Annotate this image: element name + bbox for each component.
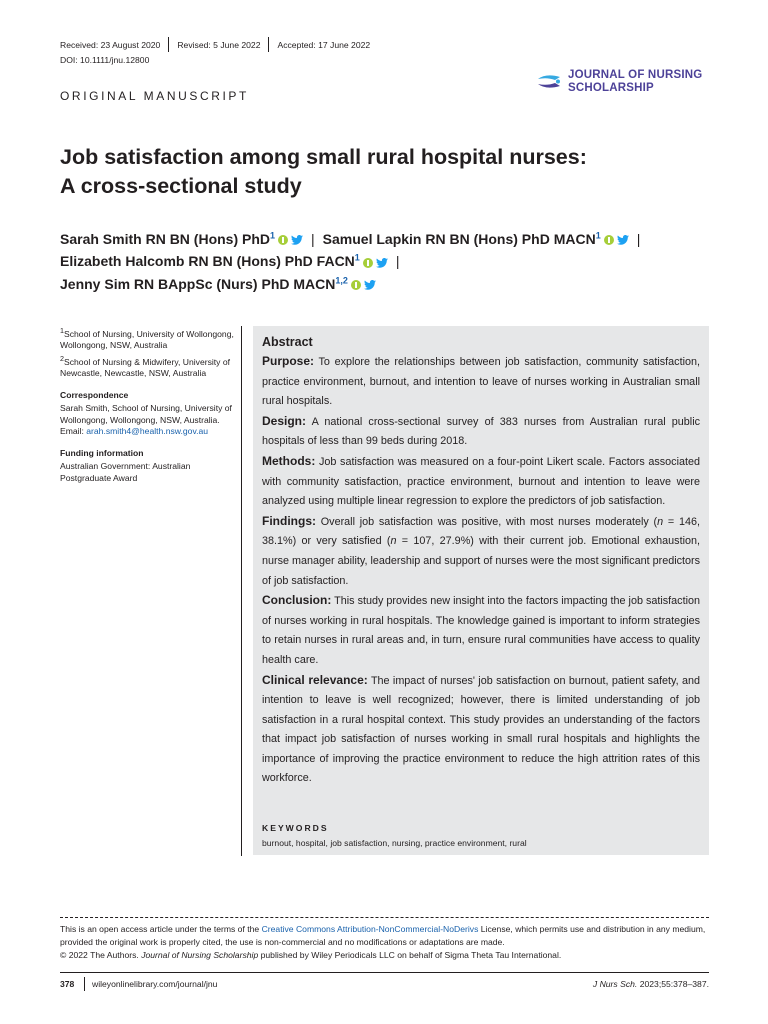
orcid-icon[interactable] [351,280,361,290]
journal-arrow-logo-icon [536,71,562,93]
affiliation [60,354,238,380]
correspondence-address: Sarah Smith, School of Nursing, University of Wollongong, Wollongong, NSW, Australia. [60,403,232,425]
author-name[interactable]: Samuel Lapkin RN BN (Hons) PhD MACN [322,230,596,247]
section-label: Findings: [262,513,316,528]
italic-n: n [657,515,664,528]
keywords-label: KEYWORDS [262,823,329,833]
journal-logo [536,69,702,95]
abstract-box [253,326,709,855]
author-separator: | [395,253,400,270]
section-text: Overall job satisfaction was positive, with most nurses moderately ( [316,515,658,528]
keywords: burnout, hospital, job satisfaction, nursing, practice environment, rural [262,838,527,848]
section-text: Job satisfaction was measured on a four-point Likert scale. Factors associated with community satisfaction, practice environment, burnout and intention to leave were analyzed using multiple linear regression to explore the predictors of job satisfaction. [262,455,700,508]
citation-volume: 2023;55:378–387. [637,979,709,989]
divider [268,37,269,52]
italic-n: n [390,535,397,548]
author[interactable] [60,276,376,292]
affiliation-sup: 2 [60,354,64,363]
divider [168,37,169,52]
accepted-date: Accepted: 17 June 2022 [277,39,371,50]
license-divider [60,917,709,918]
email-label: Email: [60,426,87,437]
author[interactable] [60,231,303,247]
author[interactable] [60,253,388,269]
cc-license-link[interactable]: Creative Commons Attribution-NonCommercial-NoDerivs [261,924,479,934]
footer-separator [84,977,85,991]
section-label: Conclusion: [262,593,332,608]
author-name[interactable]: Jenny Sim RN BAppSc (Nurs) PhD MACN [60,275,336,292]
article-title [60,143,680,201]
column-divider [241,326,242,856]
author-name[interactable]: Elizabeth Halcomb RN BN (Hons) PhD FACN [60,253,355,270]
orcid-icon[interactable] [604,235,614,245]
revised-date: Revised: 5 June 2022 [177,39,261,50]
journal-name-line1: JOURNAL OF NURSING [568,69,703,81]
footer-divider [60,972,709,973]
section-text: The impact of nurses' job satisfaction on burnout, patient safety, and intention to leave is well recognized; however, there is limited understanding of job satisfaction in a rural hospital context. This study provides an understanding of the factors that impact job satisfaction of nurses working in small rural hospitals and highlights the importance of improving the practice environment to reduce the high attrition rates of this workforce. [262,674,700,785]
section-text: = 107, 27.9%) with their current job. Emotional exhaustion, nurse manager ability, leadership and support of nurses were the most significant predictors of job satisfaction. [262,535,700,587]
author[interactable] [323,231,629,247]
section-text: To explore the relationships between job satisfaction, community satisfaction, practice environment, burnout, and intention to leave of nurses working in Australian small rural hospitals. [262,356,700,408]
abstract-heading: Abstract [262,335,313,349]
title-line1: Job satisfaction among small rural hospital nurses: [60,145,587,169]
article-history [60,37,370,52]
section-label: Clinical relevance: [262,672,368,687]
license-text: This is an open access article under the terms of the [60,924,262,934]
doi[interactable]: DOI: 10.1111/jnu.12800 [60,55,150,65]
footer-journal-url[interactable]: wileyonlinelibrary.com/journal/jnu [92,979,218,989]
copyright-text: published by Wiley Periodicals LLC on behalf of Sigma Theta Tau International. [258,950,562,960]
orcid-icon[interactable] [278,235,288,245]
journal-name-line2: SCHOLARSHIP [568,82,654,94]
correspondence-email-link[interactable]: arah.smith4@health.nsw.gov.au [86,426,209,437]
abstract-methods [262,452,700,512]
author-list [60,226,700,294]
author-separator: | [636,230,641,247]
funding-text: Australian Government: Australian Postgraduate Award [60,461,191,483]
twitter-bird-icon[interactable] [376,258,388,268]
section-label: Design: [262,413,307,428]
correspondence-heading: Correspondence [60,389,129,400]
affiliation [60,326,238,352]
funding-heading: Funding information [60,447,144,458]
twitter-bird-icon[interactable] [617,235,629,245]
affiliation-sup: 1 [60,327,64,335]
affiliation-text: School of Nursing & Midwifery, University of Newcastle, Newcastle, NSW, Australia [60,356,231,379]
section-text: This study provides new insight into the factors impacting the job satisfaction of nurses working in rural hospitals. The knowledge gained is important to inform strategies to retain nurses in rural areas and, in turn, ensure rural communities have access to quality health care. [262,595,700,666]
received-date: Received: 23 August 2020 [60,39,161,50]
twitter-bird-icon[interactable] [291,235,303,245]
section-label: Purpose: [262,354,315,368]
journal-name [568,69,702,95]
correspondence-text [60,403,238,438]
page-number: 378 [60,979,75,989]
abstract-purpose [262,352,700,412]
citation-journal: J Nurs Sch. [592,979,638,989]
author-affiliation-sup: 1 [595,230,601,240]
orcid-icon[interactable] [363,258,373,268]
abstract-conclusion [262,591,700,670]
affiliations-column [60,326,238,486]
author-affiliation-sup: 1,2 [335,275,348,286]
abstract-design [262,412,700,452]
license-note [60,923,710,962]
footer-citation [593,979,709,989]
section-text: = 146, 38.1%) or very satisfied ( [262,515,700,548]
section-text: A national cross-sectional survey of 383 nurses from Australian rural public hospitals of less than 99 beds during 2018. [262,415,700,448]
section-label: Methods: [262,453,316,468]
copyright-text: © 2022 The Authors. [60,950,142,960]
copyright-journal: Journal of Nursing Scholarship [141,950,259,960]
twitter-bird-icon[interactable] [364,280,376,290]
author-affiliation-sup: 1 [354,252,360,263]
title-line2: A cross-sectional study [60,174,302,198]
abstract-clinical-relevance [262,671,700,790]
abstract-findings [262,512,700,591]
author-affiliation-sup: 1 [270,230,276,240]
license-text: License, which permits use and distribution in any medium, provided the original work is properly cited, the use is non-commercial and no modifications or adaptations are made. [60,924,706,947]
article-type: ORIGINAL MANUSCRIPT [60,89,249,103]
author-name[interactable]: Sarah Smith RN BN (Hons) PhD [60,230,271,247]
author-separator: | [311,230,315,247]
affiliation-text: School of Nursing, University of Wollongong, Wollongong, NSW, Australia [60,328,234,351]
